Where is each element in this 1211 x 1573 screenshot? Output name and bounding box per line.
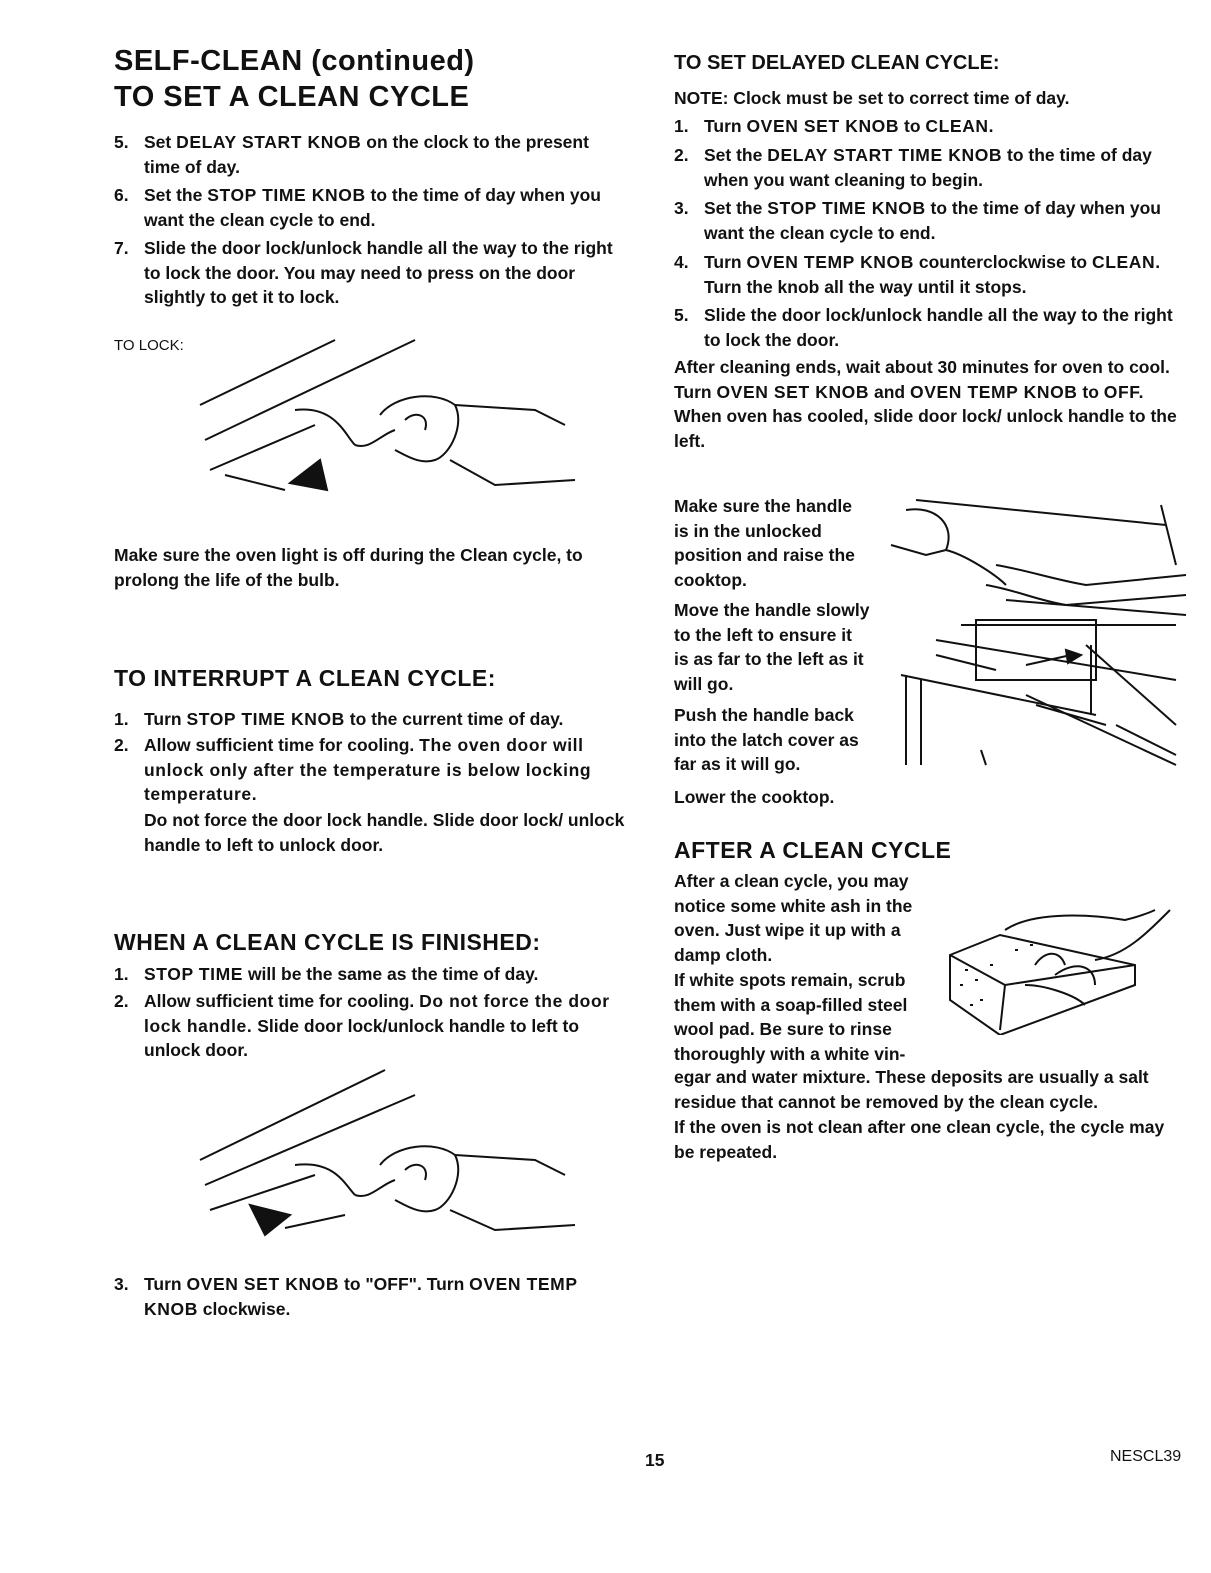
step-text: Turn	[704, 116, 747, 136]
step-bold: CLEAN.	[925, 116, 995, 136]
step-bold: OVEN TEMP KNOB	[746, 252, 914, 272]
step-text: to the time of day when you want the clean cycle to end.	[144, 185, 601, 230]
list-item	[674, 143, 1186, 192]
oven-light-note: Make sure the oven light is off during the Clean cycle, to prolong the life of the bulb.	[114, 545, 583, 590]
step-text: Turn	[704, 252, 747, 272]
lock-handle-illustration	[195, 335, 595, 505]
step-bold: STOP TIME KNOB	[207, 185, 366, 205]
step-text: Slide the door lock/unlock handle all the way to the right to lock the door. You may need to press on the door slightly to get it to lock.	[144, 238, 613, 307]
list-item	[114, 236, 629, 310]
step-text: Allow sufficient time for cooling.	[144, 735, 420, 755]
step-text: will be the same as the time of day.	[243, 964, 539, 984]
step-text: Turn	[144, 1274, 187, 1294]
step-bold: DELAY START KNOB	[176, 132, 362, 152]
step-bold: STOP TIME KNOB	[767, 198, 926, 218]
document-code: NESCL39	[1110, 1448, 1182, 1465]
after-clean-paragraph-1: After a clean cycle, you may notice some white ash in the oven. Just wipe it up with a damp cloth.	[674, 871, 913, 965]
handle-instruction-4: Lower the cooktop.	[674, 787, 835, 807]
step-text: on the clock to the present time of day.	[144, 132, 589, 177]
step-text: Allow sufficient time for cooling.	[144, 991, 420, 1011]
step-number: 5.	[674, 305, 689, 325]
step-text: Set	[144, 132, 177, 152]
step-text: to the time of day when you want the clean cycle to end.	[704, 198, 1161, 243]
list-item	[114, 183, 629, 232]
step-number: 5.	[114, 132, 129, 152]
step-number: 3.	[674, 198, 689, 218]
step-bold: DELAY START TIME KNOB	[767, 145, 1003, 165]
cooktop-latch-illustration	[886, 495, 1186, 775]
para-text: and	[869, 381, 910, 402]
step-number: 2.	[114, 735, 129, 755]
para-text: to	[1077, 381, 1104, 402]
list-item	[674, 196, 1186, 245]
step-number: 1.	[114, 964, 129, 984]
page-title-line2: TO SET A CLEAN CYCLE	[114, 81, 470, 113]
step-text: Slide door lock/unlock handle to left to unlock door.	[144, 1015, 580, 1060]
interrupt-note: Do not force the door lock handle. Slide door lock/ unlock handle to left to unlock door.	[144, 810, 625, 855]
list-item	[114, 733, 629, 807]
to-lock-label: TO LOCK:	[114, 337, 184, 354]
para-bold: OVEN TEMP KNOB	[909, 381, 1078, 402]
step-bold: The oven door will unlock only after the temperature is below locking temperature.	[144, 735, 592, 804]
step-bold: CLEAN.	[1091, 252, 1161, 272]
step-number: 3.	[114, 1274, 129, 1294]
step-number: 7.	[114, 238, 129, 258]
step-bold: OVEN SET KNOB	[186, 1274, 340, 1294]
step-text: to the current time of day.	[344, 709, 564, 729]
finished-heading: WHEN A CLEAN CYCLE IS FINISHED:	[114, 929, 541, 955]
clock-note: NOTE: Clock must be set to correct time of day.	[674, 88, 1070, 108]
para-bold: OFF.	[1103, 381, 1145, 402]
list-item	[114, 130, 629, 179]
step-text: Set the	[144, 185, 208, 205]
after-cleaning-paragraph	[674, 355, 1186, 453]
list-item	[114, 707, 629, 732]
step-text: Turn the knob all the way until it stops.	[704, 276, 1027, 297]
page-title-line1: SELF-CLEAN (continued)	[114, 45, 475, 77]
step-number: 2.	[114, 991, 129, 1011]
handle-instruction-3: Push the handle back into the latch cover as far as it will go.	[674, 705, 859, 774]
step-text: Slide the door lock/unlock handle all the way to the right to lock the door.	[704, 305, 1173, 350]
para-text: When oven has cooled, slide door lock/ unlock handle to the left.	[674, 406, 1177, 451]
after-clean-paragraph-2a: If white spots remain, scrub them with a soap-filled steel wool pad. Be sure to rinse thoroughly with a white vin-	[674, 970, 908, 1064]
para-bold: OVEN SET KNOB	[716, 381, 870, 402]
step-text: Turn	[144, 709, 187, 729]
list-item	[114, 1272, 629, 1321]
step-bold: OVEN TEMP KNOB	[144, 1274, 578, 1319]
step-number: 1.	[674, 116, 689, 136]
step-number: 4.	[674, 252, 689, 272]
list-item	[114, 962, 629, 987]
handle-instruction-2: Move the handle slowly to the left to ensure it is as far to the left as it will go.	[674, 600, 870, 694]
handle-instruction-1: Make sure the handle is in the unlocked position and raise the cooktop.	[674, 496, 855, 590]
step-number: 1.	[114, 709, 129, 729]
step-text: to	[899, 116, 926, 136]
interrupt-heading: TO INTERRUPT A CLEAN CYCLE:	[114, 665, 496, 691]
step-bold: STOP TIME	[144, 964, 244, 984]
step-text: counterclockwise to	[914, 252, 1092, 272]
step-number: 2.	[674, 145, 689, 165]
list-item	[674, 303, 1186, 352]
step-number: 6.	[114, 185, 129, 205]
after-clean-heading: AFTER A CLEAN CYCLE	[674, 837, 952, 863]
step-bold: OVEN SET KNOB	[746, 116, 900, 136]
unlock-handle-illustration	[195, 1065, 595, 1245]
list-item	[674, 114, 1186, 139]
page-number: 15	[645, 1450, 665, 1470]
list-item	[114, 989, 629, 1063]
list-item	[674, 250, 1186, 299]
after-clean-paragraph-2b: egar and water mixture. These deposits are usually a salt residue that cannot be removed by the clean cycle.	[674, 1067, 1149, 1112]
step-text: Set the	[704, 145, 768, 165]
step-bold: Do not force the door lock handle.	[144, 991, 610, 1036]
step-text: to "OFF". Turn	[339, 1274, 470, 1294]
step-text: to the time of day when you want cleaning to begin.	[704, 145, 1152, 190]
sponge-illustration	[945, 905, 1175, 1035]
step-text: Set the	[704, 198, 768, 218]
delayed-heading: TO SET DELAYED CLEAN CYCLE:	[674, 52, 1000, 74]
step-bold: STOP TIME KNOB	[186, 709, 345, 729]
para-text: After cleaning ends, wait about 30 minutes for oven to cool. Turn	[674, 357, 1170, 402]
step-text: clockwise.	[197, 1298, 291, 1319]
after-clean-paragraph-3: If the oven is not clean after one clean cycle, the cycle may be repeated.	[674, 1117, 1165, 1162]
